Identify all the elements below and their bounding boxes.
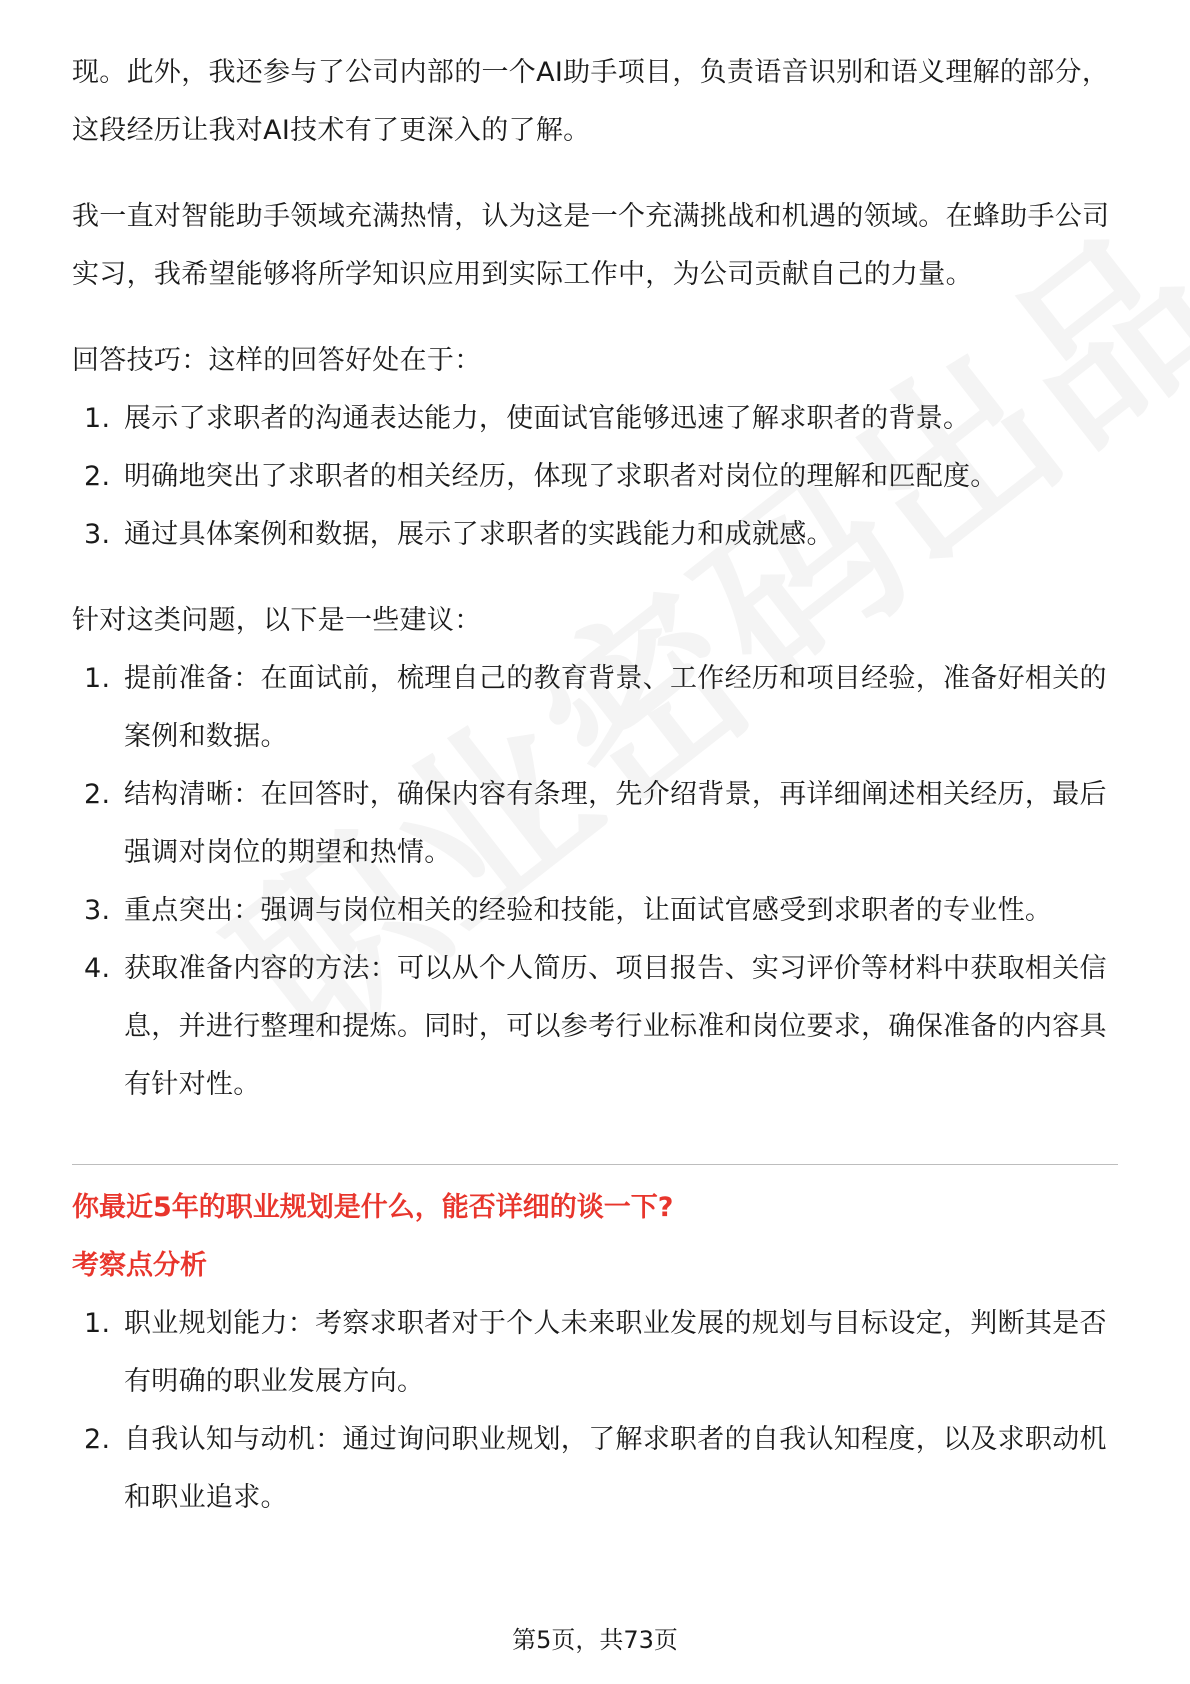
list-item: [72, 448, 1118, 506]
analysis-heading: 考察点分析: [72, 1250, 207, 1281]
suggestions-list: [72, 650, 1118, 1114]
list-number: 1.: [84, 1308, 111, 1339]
list-item-text: 通过具体案例和数据，展示了求职者的实践能力和成就感。: [124, 519, 834, 550]
list-item-text: 职业规划能力：考察求职者对于个人未来职业发展的规划与目标设定，判断其是否有明确的职业发展方向。: [124, 1308, 1107, 1397]
list-item: [72, 506, 1118, 564]
list-number: 1.: [84, 663, 111, 694]
list-item: [72, 1295, 1118, 1411]
list-item: [72, 1411, 1118, 1527]
paragraph-passion: 我一直对智能助手领域充满热情，认为这是一个充满挑战和机遇的领域。在蜂助手公司实习，我希望能够将所学知识应用到实际工作中，为公司贡献自己的力量。: [72, 201, 1110, 290]
section-divider: [72, 1164, 1118, 1165]
list-number: 2.: [84, 779, 111, 810]
list-item: [72, 766, 1118, 882]
answer-benefits-list: [72, 390, 1118, 564]
list-number: 3.: [84, 895, 111, 926]
paragraph-answer-tips: 回答技巧：这样的回答好处在于：: [72, 345, 482, 376]
list-item-text: 展示了求职者的沟通表达能力，使面试官能够迅速了解求职者的背景。: [124, 403, 971, 434]
list-item: [72, 940, 1118, 1114]
list-item-text: 重点突出：强调与岗位相关的经验和技能，让面试官感受到求职者的专业性。: [124, 895, 1053, 926]
document-page: [72, 44, 1118, 1527]
list-item-text: 提前准备：在面试前，梳理自己的教育背景、工作经历和项目经验，准备好相关的案例和数据。: [124, 663, 1107, 752]
list-item: [72, 650, 1118, 766]
paragraph-intro-continuation: 现。此外，我还参与了公司内部的一个AI助手项目，负责语音识别和语义理解的部分，这段经历让我对AI技术有了更深入的了解。: [72, 57, 1110, 146]
list-item: [72, 390, 1118, 448]
analysis-list: [72, 1295, 1118, 1527]
paragraph-suggestions-intro: 针对这类问题，以下是一些建议：: [72, 605, 482, 636]
page-footer: 第5页，共73页: [512, 1626, 678, 1654]
list-number: 4.: [84, 953, 111, 984]
list-number: 2.: [84, 461, 111, 492]
list-item-text: 明确地突出了求职者的相关经历，体现了求职者对岗位的理解和匹配度。: [124, 461, 998, 492]
list-number: 3.: [84, 519, 111, 550]
list-item-text: 自我认知与动机：通过询问职业规划，了解求职者的自我认知程度，以及求职动机和职业追求。: [124, 1424, 1107, 1513]
list-number: 2.: [84, 1424, 111, 1455]
list-item-text: 结构清晰：在回答时，确保内容有条理，先介绍背景，再详细阐述相关经历，最后强调对岗位的期望和热情。: [124, 779, 1107, 868]
question-heading: 你最近5年的职业规划是什么，能否详细的谈一下?: [72, 1192, 674, 1223]
list-item-text: 获取准备内容的方法：可以从个人简历、项目报告、实习评价等材料中获取相关信息，并进行整理和提炼。同时，可以参考行业标准和岗位要求，确保准备的内容具有针对性。: [124, 953, 1107, 1100]
list-item: [72, 882, 1118, 940]
list-number: 1.: [84, 403, 111, 434]
